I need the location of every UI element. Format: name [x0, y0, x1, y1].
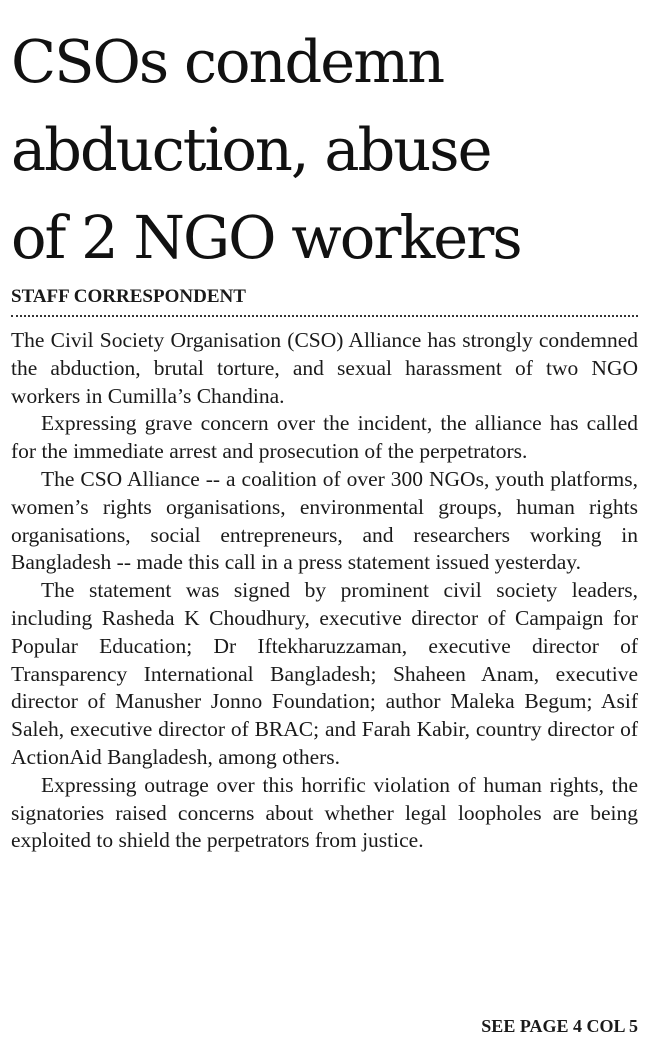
paragraph-2: Expressing grave concern over the incident, the alliance has called for the immediate arrest and prosecution of the perpetrators. [11, 411, 638, 464]
article-body [11, 327, 638, 855]
headline-line-2: abduction, abuse [11, 115, 491, 184]
news-article [11, 0, 638, 855]
continuation-note: SEE PAGE 4 COL 5 [481, 1016, 638, 1036]
paragraph-1: The Civil Society Organisation (CSO) Alliance has strongly condemned the abduction, brutal torture, and sexual harassment of two NGO workers in Cumilla’s Chandina. [11, 328, 638, 408]
dotted-divider [11, 315, 638, 317]
headline-line-1: CSOs condemn [11, 27, 444, 96]
headline-line-3: of 2 NGO workers [11, 203, 521, 272]
headline [11, 18, 638, 282]
byline: STAFF CORRESPONDENT [11, 286, 246, 307]
paragraph-3: The CSO Alliance -- a coalition of over 300 NGOs, youth platforms, women’s rights organisations, environmental groups, human rights organisations, social entrepreneurs, and researchers working in Bangladesh -- made this call in a press statement issued yesterday. [11, 466, 638, 575]
paragraph-5: Expressing outrage over this horrific violation of human rights, the signatories raised concerns about whether legal loopholes are being exploited to shield the perpetrators from justice. [11, 772, 638, 853]
paragraph-4: The statement was signed by prominent civil society leaders, including Rasheda K Choudhury, executive director of Campaign for Popular Education; Dr Iftekharuzzaman, executive director of Transparency International Bangladesh; Shaheen Anam, executive director of Manusher Jonno Foundation; author Maleka Begum; Asif Saleh, executive director of BRAC; and Farah Kabir, country director of ActionAid Bangladesh, among others. [11, 578, 638, 769]
